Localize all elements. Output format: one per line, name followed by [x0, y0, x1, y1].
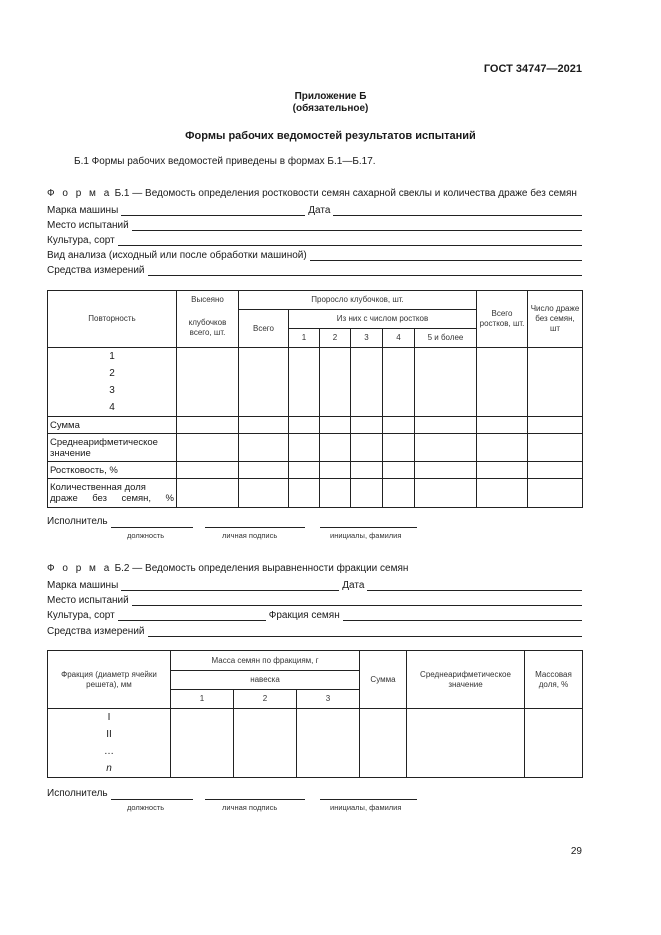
- sign-line-2[interactable]: [205, 798, 305, 800]
- cell[interactable]: [239, 462, 289, 479]
- cell[interactable]: [177, 434, 239, 462]
- machine-field[interactable]: [121, 580, 339, 591]
- col-header-repeat: Повторность: [48, 291, 177, 348]
- col-header-1: 1: [289, 329, 320, 348]
- form2-title: [47, 563, 408, 574]
- cell[interactable]: [528, 348, 583, 417]
- cell[interactable]: [383, 417, 415, 434]
- position-line-1[interactable]: [111, 526, 193, 528]
- form1-title-text: Б.1 — Ведомость определения ростковости семян сахарной свеклы и количества драже без семян: [114, 188, 577, 199]
- repeat-2: 2: [109, 368, 115, 379]
- col-header-2: 2: [320, 329, 351, 348]
- cell[interactable]: [415, 434, 477, 462]
- col-header-no-seed: Число драже без семян, шт: [528, 291, 583, 348]
- cell[interactable]: [234, 709, 297, 778]
- cell[interactable]: [415, 479, 477, 508]
- form1-instruments-row: [47, 263, 582, 276]
- place-field[interactable]: [132, 220, 582, 231]
- form1-title: [47, 188, 577, 199]
- cell[interactable]: [415, 348, 477, 417]
- form2-table: [47, 650, 583, 778]
- col-header-3: 3: [351, 329, 383, 348]
- table-row: [48, 462, 583, 479]
- repeat-1: 1: [109, 351, 115, 362]
- place-label: Место испытаний: [47, 595, 129, 606]
- cell[interactable]: [525, 709, 583, 778]
- col-header-sample: навеска: [171, 671, 360, 690]
- machine-field[interactable]: [121, 205, 305, 216]
- cell[interactable]: [383, 462, 415, 479]
- position-line-2[interactable]: [111, 798, 193, 800]
- repeat-numbers: [48, 348, 177, 417]
- machine-label: Марка машины: [47, 205, 119, 216]
- fraction-numbers: [48, 709, 171, 778]
- form2-title-text: Б.2 — Ведомость определения выравненности фракции семян: [114, 563, 409, 574]
- col-header-5: 5 и более: [415, 329, 477, 348]
- form1-table: [47, 290, 583, 508]
- initials-caption-1: инициалы, фамилия: [330, 531, 402, 540]
- cell[interactable]: [351, 479, 383, 508]
- col-header-fraction: Фракция (диаметр ячейки решета), мм: [48, 651, 171, 709]
- row-share: Количественная доля драже без семян, %: [48, 479, 177, 508]
- sign-caption-1: личная подпись: [222, 531, 278, 540]
- cell[interactable]: [177, 348, 239, 417]
- crop-field[interactable]: [118, 610, 266, 621]
- crop-label: Культура, сорт: [47, 235, 115, 246]
- cell[interactable]: [239, 434, 289, 462]
- cell[interactable]: [383, 434, 415, 462]
- analysis-label: Вид анализа (исходный или после обработки машиной): [47, 250, 307, 261]
- table-row: [48, 348, 583, 417]
- cell[interactable]: [477, 462, 528, 479]
- col-header-total: Всего: [239, 310, 289, 348]
- crop-label: Культура, сорт: [47, 610, 115, 621]
- instruments-label: Средства измерений: [47, 626, 145, 637]
- col-header-of-them: Из них с числом ростков: [289, 310, 477, 329]
- cell[interactable]: [528, 479, 583, 508]
- form2-instruments-row: [47, 624, 582, 637]
- col-header-s1: 1: [171, 690, 234, 709]
- cell[interactable]: [239, 417, 289, 434]
- fraction-label: Фракция семян: [268, 610, 340, 621]
- cell[interactable]: [239, 479, 289, 508]
- form1-machine-date-row: [47, 203, 582, 216]
- cell[interactable]: [320, 479, 351, 508]
- place-label: Место испытаний: [47, 220, 129, 231]
- cell[interactable]: [415, 417, 477, 434]
- appendix-title: Приложение Б: [294, 91, 367, 102]
- appendix-subtitle: (обязательное): [292, 103, 369, 114]
- fraction-4: n: [106, 763, 112, 774]
- cell[interactable]: [297, 709, 360, 778]
- fraction-2: II: [106, 729, 112, 740]
- row-germination: Ростковость, %: [48, 462, 177, 479]
- fraction-3: …: [104, 746, 114, 757]
- cell[interactable]: [289, 479, 320, 508]
- cell[interactable]: [289, 417, 320, 434]
- cell[interactable]: [383, 348, 415, 417]
- table-row: [48, 479, 583, 508]
- col-header-sown-top: Высеяно: [177, 291, 239, 310]
- fraction-1: I: [107, 712, 111, 723]
- form1-place-row: [47, 218, 582, 231]
- initials-caption-2: инициалы, фамилия: [330, 803, 402, 812]
- cell[interactable]: [320, 434, 351, 462]
- table-row: [48, 709, 583, 778]
- form2-machine-date-row: [47, 578, 582, 591]
- col-header-s2: 2: [234, 690, 297, 709]
- cell[interactable]: [528, 434, 583, 462]
- machine-label: Марка машины: [47, 580, 119, 591]
- cell[interactable]: [289, 462, 320, 479]
- fraction-field[interactable]: [343, 610, 582, 621]
- date-field[interactable]: [333, 205, 582, 216]
- form2-crop-row: [47, 608, 582, 621]
- cell[interactable]: [351, 417, 383, 434]
- col-header-sprouted: Проросло клубочков, шт.: [239, 291, 477, 310]
- cell[interactable]: [239, 348, 289, 417]
- section-title: Формы рабочих ведомостей результатов испытаний: [185, 130, 476, 142]
- cell[interactable]: [477, 479, 528, 508]
- cell[interactable]: [320, 462, 351, 479]
- instruments-field[interactable]: [148, 626, 582, 637]
- cell[interactable]: [177, 479, 239, 508]
- signature-label-1: Исполнитель: [47, 516, 108, 527]
- form2-place-row: [47, 593, 582, 606]
- signature-label-2: Исполнитель: [47, 788, 108, 799]
- row-sum: Сумма: [48, 417, 177, 434]
- col-header-4: 4: [383, 329, 415, 348]
- instruments-field[interactable]: [148, 265, 582, 276]
- form2-word: Ф о р м а: [47, 563, 112, 574]
- cell[interactable]: [289, 434, 320, 462]
- col-header-sum: Сумма: [360, 651, 407, 709]
- appendix-heading: [0, 91, 661, 115]
- form1-word: Ф о р м а: [47, 188, 112, 199]
- intro-paragraph: Б.1 Формы рабочих ведомостей приведены в формах Б.1—Б.17.: [74, 156, 376, 167]
- form1-analysis-row: [47, 248, 582, 261]
- sign-caption-2: личная подпись: [222, 803, 278, 812]
- page-number: 29: [570, 846, 582, 857]
- instruments-label: Средства измерений: [47, 265, 145, 276]
- crop-field[interactable]: [118, 235, 582, 246]
- date-label: Дата: [308, 205, 331, 216]
- repeat-4: 4: [109, 402, 115, 413]
- position-caption-2: должность: [127, 803, 165, 812]
- cell[interactable]: [528, 417, 583, 434]
- cell[interactable]: [320, 348, 351, 417]
- cell[interactable]: [415, 462, 477, 479]
- table-row: [48, 417, 583, 434]
- analysis-field[interactable]: [310, 250, 582, 261]
- table-row: [48, 434, 583, 462]
- row-mean: Среднеарифметическое значение: [48, 434, 177, 462]
- cell[interactable]: [171, 709, 234, 778]
- place-field[interactable]: [132, 595, 582, 606]
- col-header-mean: Среднеарифметическое значение: [407, 651, 525, 709]
- col-header-s3: 3: [297, 690, 360, 709]
- initials-line-1[interactable]: [320, 526, 417, 528]
- date-field[interactable]: [367, 580, 582, 591]
- cell[interactable]: [289, 348, 320, 417]
- repeat-3: 3: [109, 385, 115, 396]
- date-label: Дата: [342, 580, 365, 591]
- form1-crop-row: [47, 233, 582, 246]
- standard-code: ГОСТ 34747—2021: [483, 63, 582, 75]
- cell[interactable]: [383, 479, 415, 508]
- initials-line-2[interactable]: [320, 798, 417, 800]
- col-header-sown-bottom: клубочков всего, шт.: [177, 310, 239, 348]
- sign-line-1[interactable]: [205, 526, 305, 528]
- col-header-mass: Масса семян по фракциям, г: [171, 651, 360, 671]
- cell[interactable]: [351, 434, 383, 462]
- cell[interactable]: [320, 417, 351, 434]
- cell[interactable]: [177, 417, 239, 434]
- cell[interactable]: [477, 348, 528, 417]
- cell[interactable]: [360, 709, 407, 778]
- col-header-all-sprouts: Всего ростков, шт.: [477, 291, 528, 348]
- position-caption-1: должность: [127, 531, 165, 540]
- cell[interactable]: [351, 348, 383, 417]
- cell[interactable]: [177, 462, 239, 479]
- cell[interactable]: [351, 462, 383, 479]
- cell[interactable]: [407, 709, 525, 778]
- cell[interactable]: [528, 462, 583, 479]
- cell[interactable]: [477, 434, 528, 462]
- col-header-share: Массовая доля, %: [525, 651, 583, 709]
- cell[interactable]: [477, 417, 528, 434]
